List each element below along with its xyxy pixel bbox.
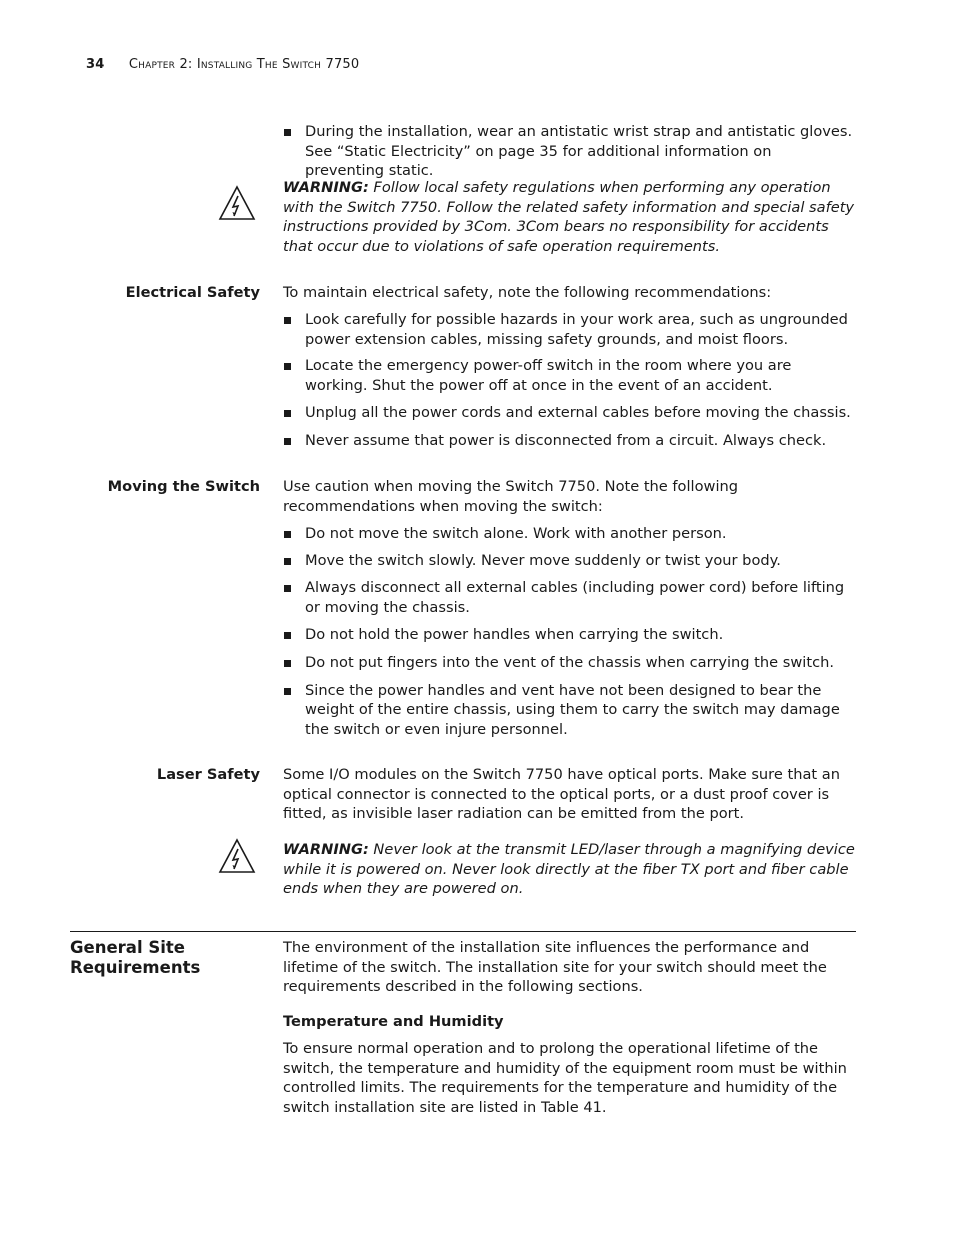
warning-text: Follow local safety regulations when performing any operation with the Switch 7750. Follow the related safety information and special safety instructions provided by 3Com. 3Com bears no responsibility for accidents that occur due to violations of safe operation requirements.: [283, 179, 855, 255]
laser-warning-icon: [218, 838, 256, 874]
moving-switch-heading: Moving the Switch: [107, 478, 260, 495]
electrical-safety-heading: Electrical Safety: [125, 284, 260, 301]
warning-label: WARNING:: [283, 179, 369, 196]
laser-safety-heading: Laser Safety: [156, 766, 260, 783]
temperature-humidity-text: To ensure normal operation and to prolong the operational lifetime of the switch, the temperature and humidity of the equipment room must be within controlled limits. The requirements for the temperature and humidity of the switch installation site are listed in Table 41.: [283, 1040, 847, 1116]
laser-text: Some I/O modules on the Switch 7750 have optical ports. Make sure that an optical connector is connected to the optical ports, or a dust proof cover is fitted, as invisible laser radiation can be emitted from the port.: [283, 766, 840, 823]
list-item: Locate the emergency power-off switch in the room where you are working. Shut the power off at once in the event of an accident.: [283, 356, 855, 395]
list-item: During the installation, wear an antistatic wrist strap and antistatic gloves. See “Static Electricity” on page 35 for additional information on preventing static.: [283, 122, 855, 181]
moving-intro: Use caution when moving the Switch 7750. Note the following recommendations when moving the switch:: [283, 478, 739, 515]
temperature-humidity-subheading: Temperature and Humidity: [283, 1013, 504, 1030]
list-item: Always disconnect all external cables (including power cord) before lifting or moving the chassis.: [283, 578, 855, 617]
list-item: Do not put fingers into the vent of the chassis when carrying the switch.: [283, 653, 855, 673]
page-header: [86, 57, 359, 72]
list-item: Never assume that power is disconnected from a circuit. Always check.: [283, 431, 855, 451]
list-item: Do not move the switch alone. Work with another person.: [283, 524, 855, 544]
laser-warning-note: [283, 840, 855, 899]
general-site-text: The environment of the installation site influences the performance and lifetime of the switch. The installation site for your switch should meet the requirements described in the following sections.: [283, 939, 827, 996]
general-site-heading: General Site Requirements: [70, 938, 201, 977]
electrical-warning-icon: [218, 185, 256, 221]
chapter-label: Chapter 2: Installing The Switch 7750: [128, 57, 360, 72]
intro-bullet-list: [283, 122, 855, 181]
warning-text: Never look at the transmit LED/laser through a magnifying device while it is powered on. Never look directly at the fiber TX port and fiber cable ends when they are powered on.: [283, 841, 855, 898]
electrical-intro: To maintain electrical safety, note the following recommendations:: [283, 284, 772, 301]
list-item: Move the switch slowly. Never move suddenly or twist your body.: [283, 551, 855, 571]
list-item: Do not hold the power handles when carrying the switch.: [283, 625, 855, 645]
list-item: Unplug all the power cords and external cables before moving the chassis.: [283, 403, 855, 423]
warning-note: [283, 178, 855, 256]
moving-bullet-list: [283, 524, 855, 739]
page-number: 34: [86, 57, 105, 72]
electrical-bullet-list: [283, 310, 855, 451]
list-item: Since the power handles and vent have not been designed to bear the weight of the entire chassis, using them to carry the switch may damage the switch or even injure personnel.: [283, 681, 855, 740]
section-divider: [70, 931, 856, 932]
list-item: Look carefully for possible hazards in your work area, such as ungrounded power extension cables, missing safety grounds, and moist floors.: [283, 310, 855, 349]
warning-label: WARNING:: [283, 841, 369, 858]
